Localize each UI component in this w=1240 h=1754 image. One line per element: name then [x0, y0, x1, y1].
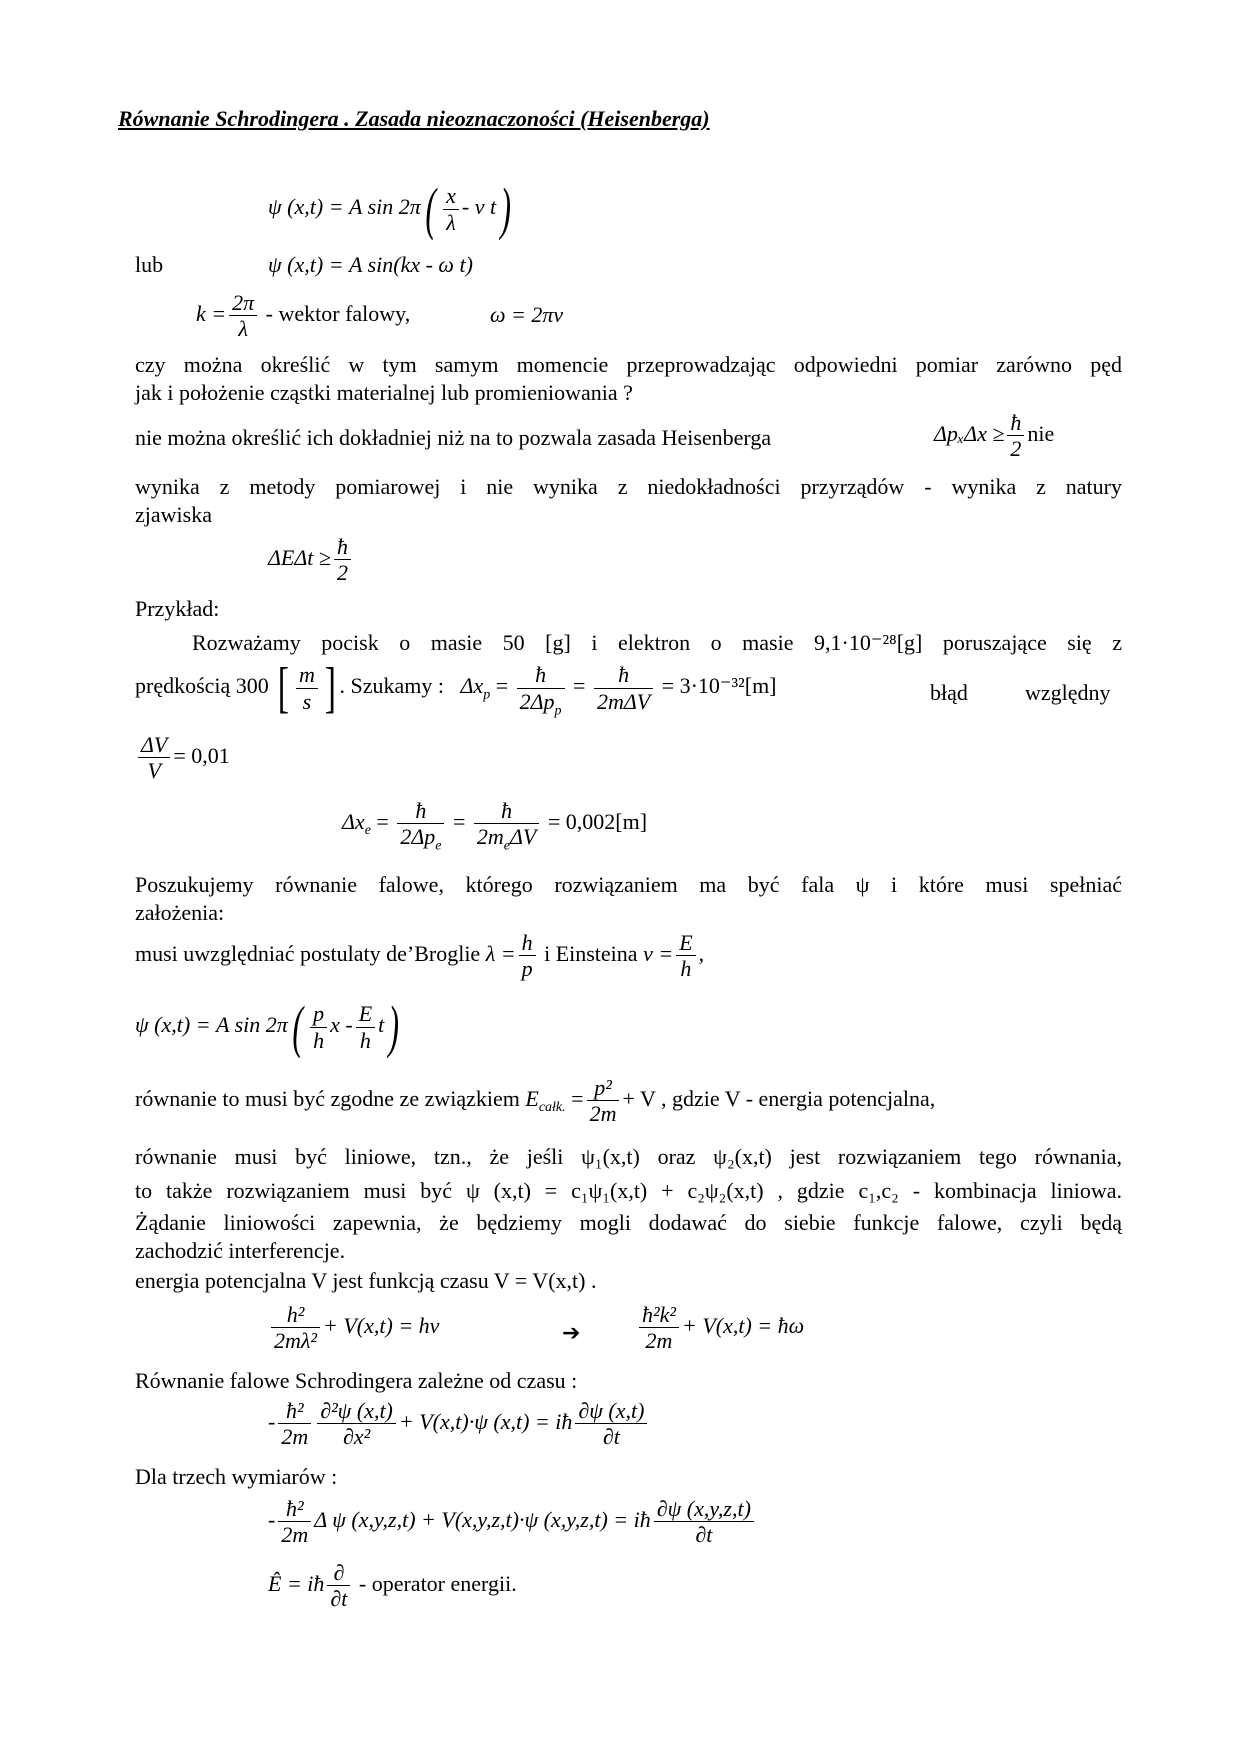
- electron-uncertainty: $\Delta x_e$ = ħ $2\Delta p_e$ = ħ $2m_e\Delta V$ = 0,002[m]: [342, 798, 648, 854]
- postulates-line: musi uwzględniać postulaty de’Broglie λ = $\frac{h}{p}$ i Einsteina ν = $\frac{E}{h}$ ,: [135, 930, 705, 982]
- arrow-icon: ➔: [562, 1320, 581, 1345]
- relative-error-word2: względny: [1025, 680, 1111, 705]
- paragraph-wave-eq-line2: założenia:: [135, 900, 225, 925]
- paragraph-question-line2: jak i położenie cząstki materialnej lub promieniowania ?: [135, 380, 633, 405]
- energy-equation-k: $\frac{\text{ħ²k²}}{2m}$ + V(x,t) = ħω: [636, 1302, 804, 1354]
- paragraph-wave-eq-line1: Poszukujemy równanie falowe, którego rozwiązaniem ma być fala ψ i które musi spełniać: [135, 872, 1122, 897]
- paragraph-interference-line2: zachodzić interferencje.: [135, 1238, 346, 1263]
- energy-equation-lambda: $\frac{\text{h²}}{\text{2mλ²}}$ + V(x,t) = hν: [268, 1302, 439, 1354]
- paragraph-linearity-line1: równanie musi być liniowe, tzn., że jeśli ψ₁(x,t) oraz ψ₂(x,t) jest rozwiązaniem tego równania,: [135, 1144, 1122, 1169]
- example-line1: Rozważamy pocisk o masie 50 [g] i elektron o masie 9,1·10⁻²⁸[g] poruszające się z: [192, 630, 1122, 655]
- wave-equation-sine: ψ (x,t) = A sin 2π( $\frac{x}{\lambda}$ - ν t): [268, 176, 512, 241]
- schrodinger-time-dependent-1d: - $\frac{\text{ħ²}}{2m}$ $\frac{\text{∂²ψ (x,t)}}{\text{∂x²}}$ + V(x,t)·ψ (x,t) = iħ $\frac{\partial\psi (x,t)}{\partial t}$: [268, 1398, 650, 1450]
- time-dependent-heading: Równanie falowe Schrodingera zależne od czasu :: [135, 1368, 578, 1393]
- wave-vector-definition: k = $\frac{2\pi}{\lambda}$ - wektor falowy,: [196, 290, 411, 342]
- example-label: Przykład:: [135, 596, 220, 621]
- lub-label: lub: [135, 252, 164, 277]
- paragraph-question-line1: czy można określić w tym samym momencie przeprowadzając odpowiedni pomiar zarówno pęd: [135, 352, 1122, 377]
- page-title: Równanie Schrodingera . Zasada nieoznaczoności (Heisenberga): [118, 106, 710, 131]
- paragraph-nature-line2: zjawiska: [135, 502, 212, 527]
- relative-error-value: $\frac{\Delta V}{V}$ = 0,01: [135, 732, 230, 784]
- three-dimensions-heading: Dla trzech wymiarów :: [135, 1464, 338, 1489]
- omega-definition: ω = 2πν: [490, 302, 564, 327]
- example-line2: prędkością 300 [ $\frac{m}{s}$ ] . Szukamy : $\Delta x_p$ = ħ $2\Delta p_p$ = ħ 2mΔV = 3·10⁻³²[m]: [135, 657, 777, 719]
- paragraph-heisenberg-text: nie można określić ich dokładniej niż na to pozwala zasada Heisenberga: [135, 425, 772, 450]
- paragraph-interference-line1: Żądanie liniowości zapewnia, że będziemy mogli dodawać do siebie funkcje falowe, czyli będą: [135, 1210, 1122, 1235]
- potential-energy-line: energia potencjalna V jest funkcją czasu V = V(x,t) .: [135, 1268, 597, 1293]
- fraction-x-over-lambda: $\frac{x}{\lambda}$: [443, 183, 459, 235]
- paragraph-nature-line1: wynika z metody pomiarowej i nie wynika z niedokładności przyrządów - wynika z natury: [135, 474, 1122, 499]
- wave-function-momentum-energy: ψ (x,t) = A sin 2π( $\frac{p}{h}$ x - $\frac{E}{h}$ t): [135, 994, 400, 1059]
- paragraph-linearity-line2: to także rozwiązaniem musi być ψ (x,t) = c₁ψ₁(x,t) + c₂ψ₂(x,t) , gdzie c₁,c₂ - kombinacja liniowa.: [135, 1178, 1122, 1203]
- heisenberg-momentum-relation: ΔpₓΔx ≥ $\frac{ħ}{2}$ nie: [934, 410, 1055, 462]
- heisenberg-energy-relation: ΔEΔt ≥ $\frac{ħ}{2}$: [268, 534, 354, 586]
- relative-error-word1: błąd: [930, 680, 968, 705]
- energy-operator: Ê = iħ ∂ ∂t - operator energii.: [268, 1560, 517, 1612]
- wave-equation-k-omega: ψ (x,t) = A sin(kx - ω t): [268, 252, 473, 277]
- energy-relation-line: równanie to musi być zgodne ze związkiem $E_{całk.}$ = $\frac{\text{p²}}{2m}$ + V , gdzie V - energia potencjalna,: [135, 1075, 936, 1127]
- schrodinger-time-dependent-3d: - $\frac{\text{ħ²}}{2m}$ Δ ψ (x,y,z,t) + V(x,y,z,t)·ψ (x,y,z,t) = iħ $\frac{\partial\psi (x,y,z,t)}{\partial t}$: [268, 1496, 757, 1548]
